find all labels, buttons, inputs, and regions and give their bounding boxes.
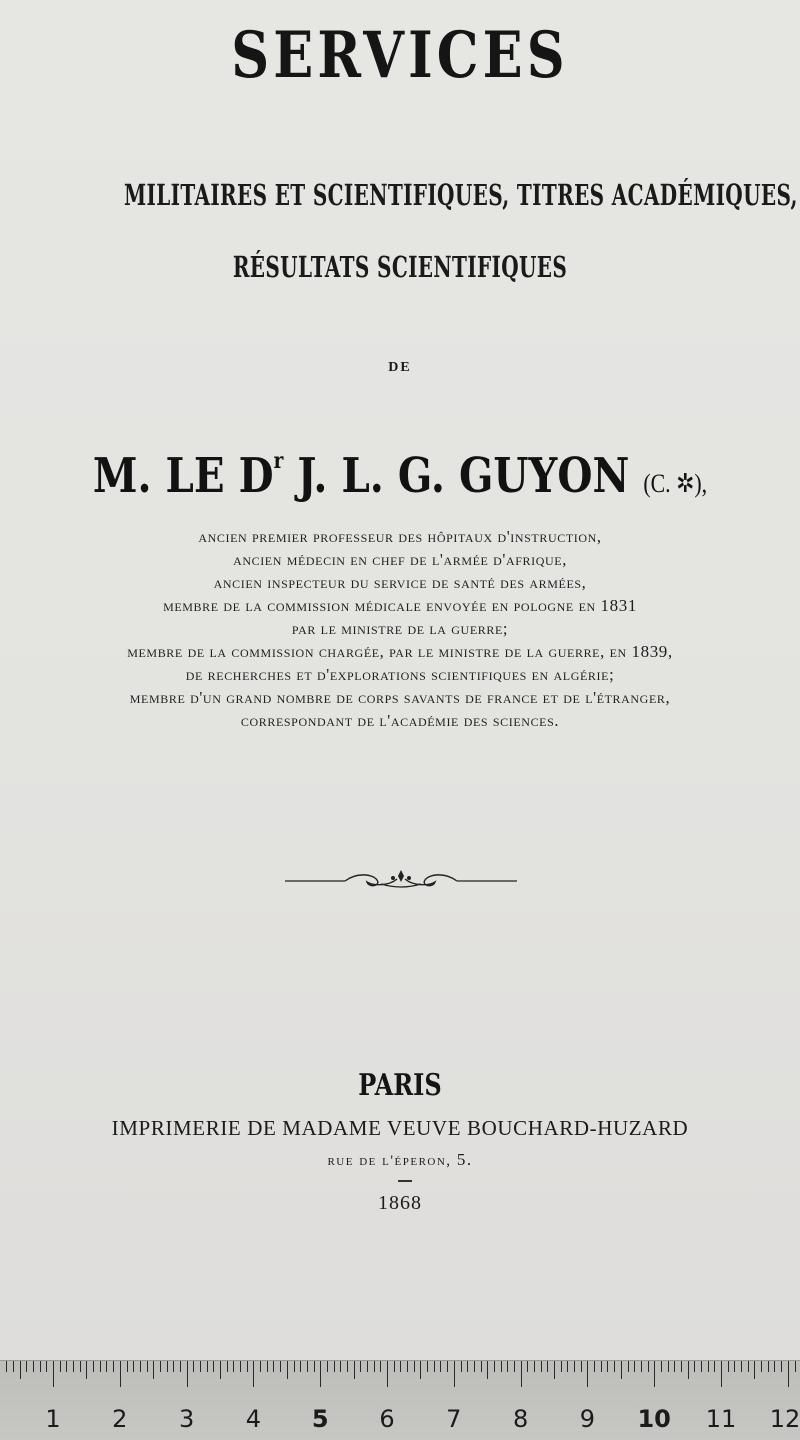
ruler-tick	[147, 1361, 148, 1372]
ruler-tick	[320, 1361, 321, 1387]
ruler-tick	[287, 1361, 288, 1379]
ruler-tick	[33, 1361, 34, 1372]
ruler-tick	[781, 1361, 782, 1372]
ruler-number: 4	[245, 1405, 262, 1433]
ruler-tick	[481, 1361, 482, 1372]
ruler-tick	[193, 1361, 194, 1372]
ruler-tick	[167, 1361, 168, 1372]
ruler-tick	[607, 1361, 608, 1372]
ruler-tick	[106, 1361, 107, 1372]
ruler-tick	[494, 1361, 495, 1372]
ruler-tick	[60, 1361, 61, 1372]
ruler-tick	[80, 1361, 81, 1372]
city: PARIS	[358, 1068, 442, 1103]
ruler-tick	[334, 1361, 335, 1372]
ruler-tick	[741, 1361, 742, 1372]
ruler-tick	[654, 1361, 655, 1387]
printer: IMPRIMERIE DE MADAME VEUVE BOUCHARD-HUZARD	[111, 1116, 689, 1140]
ruler-tick	[66, 1361, 67, 1372]
ruler-tick	[674, 1361, 675, 1372]
ruler-tick	[327, 1361, 328, 1372]
ornament-divider-icon	[285, 866, 517, 896]
ruler-tick	[774, 1361, 775, 1372]
ruler-tick	[661, 1361, 662, 1372]
ruler-tick	[574, 1361, 575, 1372]
ruler-tick	[46, 1361, 47, 1372]
ruler-tick	[708, 1361, 709, 1372]
ruler-tick	[541, 1361, 542, 1372]
ruler-tick	[534, 1361, 535, 1372]
ruler-tick	[153, 1361, 154, 1379]
measuring-ruler	[0, 1360, 800, 1440]
preposition-de: DE	[388, 360, 412, 375]
divider-dash	[398, 1180, 412, 1182]
ruler-tick	[187, 1361, 188, 1387]
qualification-line: correspondant de l'académie des sciences.	[240, 711, 560, 730]
ruler-tick	[133, 1361, 134, 1372]
ruler-tick	[587, 1361, 588, 1387]
ruler-tick	[754, 1361, 755, 1379]
ruler-tick	[628, 1361, 629, 1372]
ruler-number: 10	[637, 1405, 671, 1433]
ruler-tick	[681, 1361, 682, 1372]
ruler-tick	[728, 1361, 729, 1372]
ruler-tick	[440, 1361, 441, 1372]
ruler-tick	[521, 1361, 522, 1387]
publication-year: 1868	[378, 1192, 422, 1214]
ruler-tick	[601, 1361, 602, 1372]
ruler-tick	[788, 1361, 789, 1387]
ruler-tick	[414, 1361, 415, 1372]
ruler-tick	[120, 1361, 121, 1387]
ruler-number: 5	[311, 1405, 329, 1433]
ruler-tick	[220, 1361, 221, 1379]
qualification-line: membre de la commission chargée, par le ministre de la guerre, en 1839,	[127, 642, 673, 661]
ruler-tick	[474, 1361, 475, 1372]
author-decoration: (C. ✲),	[643, 469, 708, 498]
ruler-tick	[668, 1361, 669, 1372]
ruler-tick	[340, 1361, 341, 1372]
author-sup: r	[273, 448, 284, 474]
ruler-tick	[86, 1361, 87, 1379]
ruler-tick	[621, 1361, 622, 1379]
ruler-tick	[721, 1361, 722, 1387]
ruler-number: 3	[178, 1405, 195, 1433]
ruler-number: 12	[769, 1405, 800, 1433]
ruler-tick	[93, 1361, 94, 1372]
qualification-line: ancien médecin en chef de l'armée d'afrique,	[233, 550, 567, 569]
ruler-tick	[400, 1361, 401, 1372]
ruler-tick	[447, 1361, 448, 1372]
ruler-tick	[280, 1361, 281, 1372]
ruler-tick	[768, 1361, 769, 1372]
qualification-line: par le ministre de la guerre;	[291, 619, 509, 638]
ruler-tick	[307, 1361, 308, 1372]
ruler-number: 9	[579, 1405, 596, 1433]
ruler-tick	[467, 1361, 468, 1372]
ruler-tick	[227, 1361, 228, 1372]
ruler-tick	[394, 1361, 395, 1372]
ruler-tick	[761, 1361, 762, 1372]
ruler-tick	[113, 1361, 114, 1372]
subtitle-line-1: MILITAIRES ET SCIENTIFIQUES, TITRES ACADÉMIQUES,	[124, 178, 798, 212]
ruler-tick	[26, 1361, 27, 1372]
subtitle-line-2: RÉSULTATS SCIENTIFIQUES	[232, 250, 568, 284]
ruler-tick	[454, 1361, 455, 1387]
ruler-tick	[294, 1361, 295, 1372]
ruler-tick	[514, 1361, 515, 1372]
ruler-number: 2	[112, 1405, 128, 1433]
page-title: SERVICES	[231, 18, 569, 93]
ruler-tick	[567, 1361, 568, 1372]
ruler-tick	[795, 1361, 796, 1372]
ruler-tick	[354, 1361, 355, 1379]
ruler-tick	[127, 1361, 128, 1372]
ruler-tick	[581, 1361, 582, 1372]
ruler-tick	[614, 1361, 615, 1372]
ruler-tick	[267, 1361, 268, 1372]
ruler-tick	[688, 1361, 689, 1379]
ruler-tick	[233, 1361, 234, 1372]
ruler-tick	[20, 1361, 21, 1379]
ruler-tick	[527, 1361, 528, 1372]
ruler-tick	[714, 1361, 715, 1372]
ruler-tick	[273, 1361, 274, 1372]
ruler-tick	[501, 1361, 502, 1372]
ruler-tick	[461, 1361, 462, 1372]
ruler-tick	[360, 1361, 361, 1372]
ruler-tick	[561, 1361, 562, 1372]
author-prefix: M. LE D	[92, 448, 274, 504]
qualification-line: ancien inspecteur du service de santé des armées,	[213, 573, 587, 592]
ruler-tick	[13, 1361, 14, 1372]
qualification-line: membre d'un grand nombre de corps savants de france et de l'étranger,	[129, 688, 671, 707]
ruler-tick	[434, 1361, 435, 1372]
ruler-tick	[507, 1361, 508, 1372]
ruler-tick	[100, 1361, 101, 1372]
ruler-number: 7	[446, 1405, 462, 1433]
ruler-number: 1	[45, 1405, 61, 1433]
qualification-line: ancien premier professeur des hôpitaux d'instruction,	[198, 527, 602, 546]
ruler-tick	[207, 1361, 208, 1372]
author-initials: J. L. G. GUYON	[283, 448, 630, 504]
ruler-tick	[487, 1361, 488, 1379]
ruler-tick	[694, 1361, 695, 1372]
ruler-tick	[253, 1361, 254, 1387]
ruler-tick	[200, 1361, 201, 1372]
author-name	[64, 448, 736, 504]
printer-address: rue de l'éperon, 5.	[327, 1150, 473, 1169]
ruler-tick	[40, 1361, 41, 1372]
ruler-tick	[213, 1361, 214, 1372]
ruler-tick	[634, 1361, 635, 1372]
ruler-tick	[180, 1361, 181, 1372]
ruler-tick	[748, 1361, 749, 1372]
ruler-tick	[53, 1361, 54, 1387]
ruler-tick	[173, 1361, 174, 1372]
ruler-tick	[641, 1361, 642, 1372]
ruler-tick	[240, 1361, 241, 1372]
ruler-tick	[648, 1361, 649, 1372]
ruler-tick	[701, 1361, 702, 1372]
ruler-tick	[387, 1361, 388, 1387]
ruler-tick	[547, 1361, 548, 1372]
ruler-number: 8	[512, 1405, 529, 1433]
ruler-tick	[160, 1361, 161, 1372]
ruler-tick	[427, 1361, 428, 1372]
qualification-line: de recherches et d'explorations scientifiques en algérie;	[185, 665, 615, 684]
ruler-tick	[407, 1361, 408, 1372]
ruler-tick	[300, 1361, 301, 1372]
ruler-tick	[347, 1361, 348, 1372]
ruler-tick	[374, 1361, 375, 1372]
ruler-tick	[6, 1361, 7, 1372]
ruler-tick	[73, 1361, 74, 1372]
ruler-number: 6	[379, 1405, 395, 1433]
ruler-tick	[420, 1361, 421, 1379]
ruler-tick	[594, 1361, 595, 1372]
ruler-tick	[314, 1361, 315, 1372]
ruler-tick	[367, 1361, 368, 1372]
ruler-tick	[554, 1361, 555, 1379]
ruler-tick	[380, 1361, 381, 1372]
ruler-tick	[260, 1361, 261, 1372]
ruler-tick	[734, 1361, 735, 1372]
ruler-number: 11	[705, 1405, 737, 1433]
ruler-tick	[140, 1361, 141, 1372]
ruler-tick	[247, 1361, 248, 1372]
qualification-line: membre de la commission médicale envoyée en pologne en 1831	[163, 596, 637, 615]
